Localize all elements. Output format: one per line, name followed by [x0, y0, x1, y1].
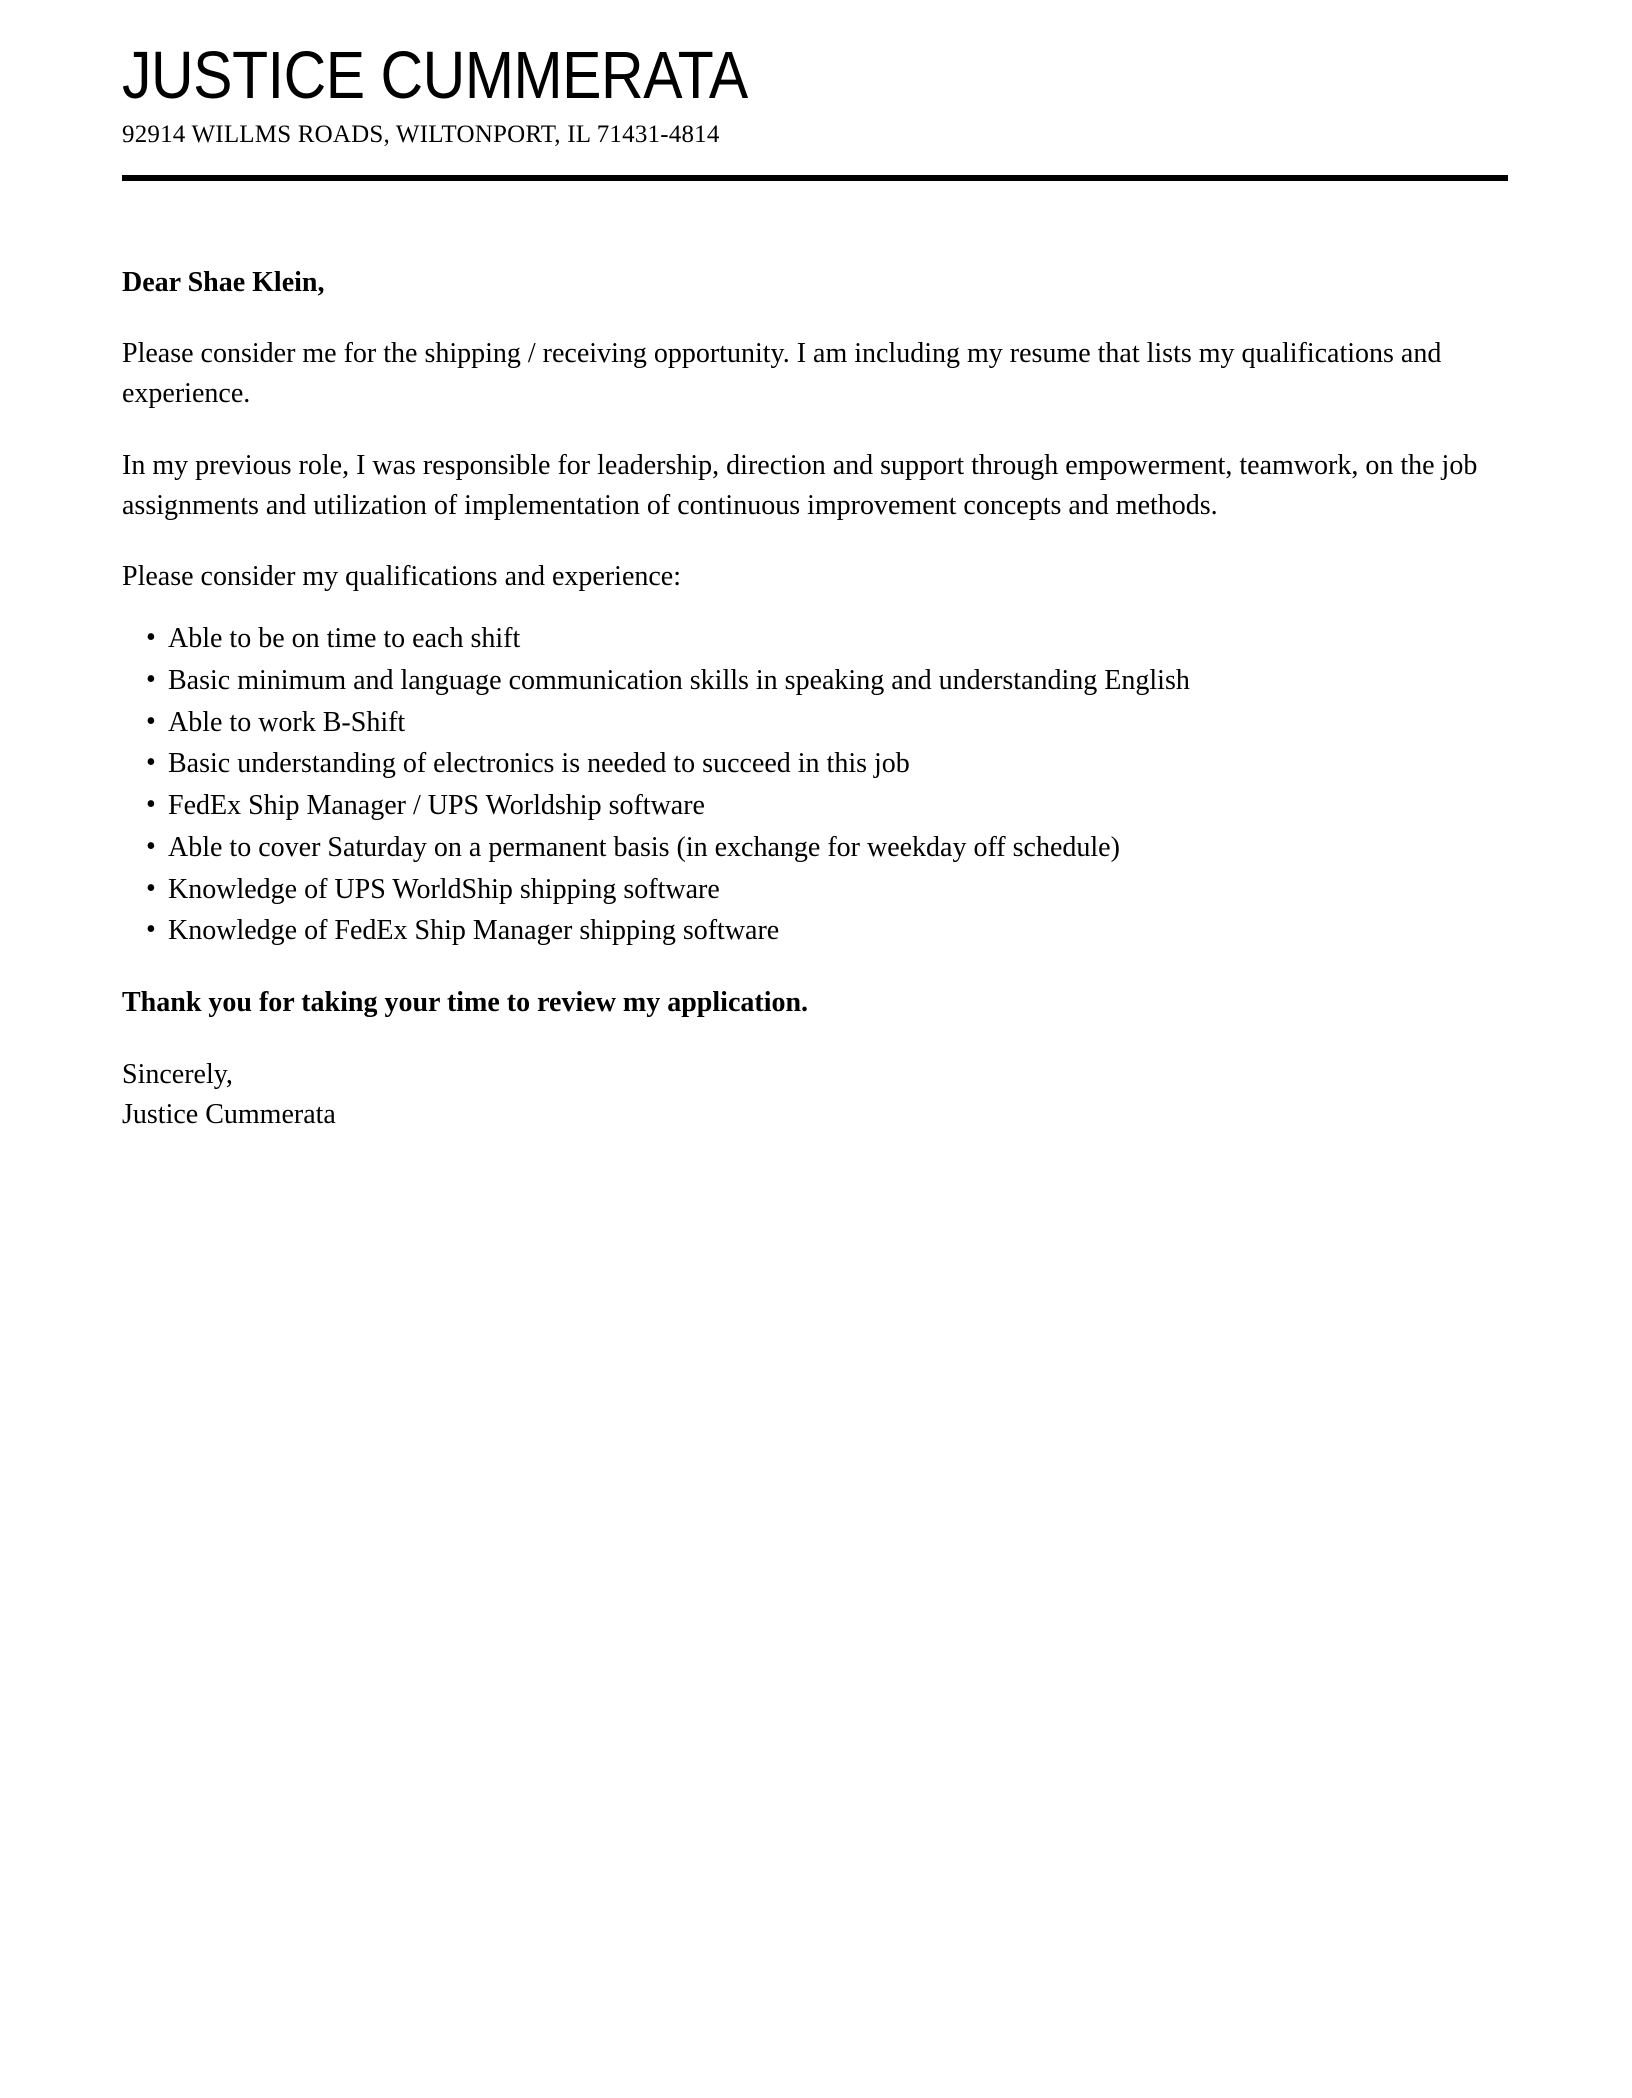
qualification-item [122, 870, 1510, 910]
qualification-item-label: FedEx Ship Manager / UPS Worldship software [168, 790, 705, 821]
signoff-block [122, 1055, 1510, 1135]
qualification-item [122, 786, 1510, 826]
bullet-point-icon: • [146, 830, 156, 862]
qualification-item [122, 911, 1510, 951]
qualification-item [122, 661, 1510, 701]
qualifications-list [122, 619, 1510, 951]
bullet-point-icon: • [146, 789, 156, 820]
applicant-address: 92914 WILLMS ROADS, WILTONPORT, IL 71431-4814 [122, 121, 720, 148]
letterhead [122, 0, 1510, 181]
closing-thank-you-line: Thank you for taking your time to review my application. [122, 987, 809, 1018]
qualification-item-label: Knowledge of FedEx Ship Manager shipping software [168, 915, 780, 947]
qualifications-intro: Please consider my qualifications and experience: [122, 561, 682, 593]
bullet-point-icon: • [146, 872, 156, 904]
bullet-point-icon: • [146, 914, 156, 946]
qualification-item-label: Basic understanding of electronics is needed to succeed in this job [168, 748, 910, 780]
qualification-item-label: Knowledge of UPS WorldShip shipping software [168, 873, 720, 905]
qualification-item [122, 703, 1510, 743]
qualification-item-label: Able to work B-Shift [168, 706, 406, 738]
salutation: Dear Shae Klein, [122, 266, 325, 298]
qualification-item-label: Able to cover Saturday on a permanent basis (in exchange for weekday off schedule) [168, 831, 1120, 863]
signoff-closing: Sincerely, [122, 1058, 233, 1090]
bullet-point-icon: • [146, 705, 156, 737]
bullet-point-icon: • [146, 663, 156, 695]
bullet-point-icon: • [146, 622, 156, 653]
header-divider-rule [122, 175, 1508, 181]
intro-paragraph: Please consider me for the shipping / receiving opportunity. I am including my resume that lists my qualifications and experience. [122, 338, 1442, 409]
qualification-item [122, 619, 1510, 659]
letter-content [122, 0, 1510, 1134]
qualification-item-label: Basic minimum and language communication skills in speaking and understanding English [168, 664, 1190, 696]
bullet-point-icon: • [146, 747, 156, 779]
experience-paragraph: In my previous role, I was responsible for leadership, direction and support through empowerment, teamwork, on the job assignments and utilization of implementation of continuous improvement concepts and methods. [122, 449, 1478, 521]
signoff-name: Justice Cummerata [122, 1098, 336, 1130]
applicant-name: JUSTICE CUMMERATA [122, 38, 748, 113]
qualification-item-label: Able to be on time to each shift [168, 623, 521, 654]
qualification-item [122, 744, 1510, 784]
qualification-item [122, 828, 1510, 868]
letter-body [122, 263, 1510, 1135]
